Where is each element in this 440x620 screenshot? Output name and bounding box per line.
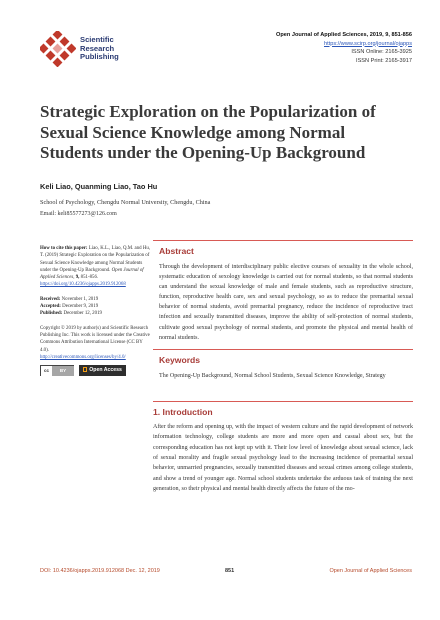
article-authors: Keli Liao, Quanming Liao, Tao Hu: [40, 182, 158, 191]
dates-block: [40, 296, 152, 318]
cc-icon: cc: [41, 366, 52, 376]
open-lock-icon: [83, 367, 87, 372]
license-link[interactable]: http://creativecommons.org/licenses/by/4.0/: [40, 354, 126, 360]
article-title: Strategic Exploration on the Popularization of Sexual Science Knowledge among Normal Students under the Opening-Up Background: [40, 102, 376, 162]
issn-online: ISSN Online: 2165-3925: [351, 49, 412, 56]
abstract-text: Through the development of interdisciplinary public elective courses of sexuality in the whole school, systematic education of sexology knowledge is carried out for normal students, so that normal students can understand the sexual knowledge of male and female students, such as reproductive structure, function, reproductive health care, sex and sexual psychology, so as to reduce the premarital sexual behavior of normal students, avoid premarital pregnancy, reduce the incidence of reproductive tract infection and sexually transmitted diseases, improve the ability of self-protection of normal students, cultivate good sexual psychology of normal students, and promote the physical and mental health of normal students.: [159, 264, 413, 341]
citation-block: [40, 245, 152, 289]
journal-name: Open Journal of Applied Sciences, 2019, 9, 851-856: [276, 32, 412, 38]
affiliation: School of Psychology, Chengdu Normal University, Chengdu, China: [40, 199, 211, 206]
issn-print: ISSN Print: 2165-3917: [356, 57, 412, 64]
cc-by-badge[interactable]: [40, 365, 74, 376]
page-number: 851: [225, 568, 235, 574]
keywords-heading: Keywords: [159, 354, 201, 365]
keywords-text: The Opening-Up Background, Normal School Students, Sexual Science Knowledge, Strategy: [159, 372, 386, 379]
cite-text: Liao, K.L., Liao, Q.M. and Hu, T. (2019) Strategic Exploration on the Popularization of Sexual Science Knowledge among Normal Students under the Opening-Up Background.: [40, 246, 151, 273]
published-row: [40, 310, 152, 317]
affiliation-block: [40, 198, 210, 219]
copyright-text: Copyright © 2019 by author(s) and Scientific Research Publishing Inc. This work is licensed under the Creative Commons Attribution International License (CC BY 4.0).: [40, 325, 150, 353]
publisher-logo: [40, 31, 170, 67]
journal-info: [276, 31, 412, 65]
copyright-block: [40, 325, 152, 377]
cite-label: How to cite this paper:: [40, 246, 88, 251]
journal-url-link[interactable]: https://www.scirp.org/journal/ojapps: [324, 40, 412, 47]
accepted-date: December 9, 2019: [62, 304, 99, 310]
abstract-heading: Abstract: [159, 246, 194, 256]
by-icon: BY: [52, 366, 74, 376]
publisher-name: [80, 36, 119, 62]
open-access-badge[interactable]: [79, 365, 126, 376]
footer-journal: Open Journal of Applied Sciences: [329, 568, 412, 574]
cite-doi-link[interactable]: https://doi.org/10.4236/ojapps.2019.912068: [40, 282, 126, 288]
open-access-label: Open Access: [89, 367, 122, 374]
article-sidebar: [40, 245, 152, 384]
cite-journal: Open Journal of Applied Sciences,: [40, 267, 144, 281]
published-label: Published:: [40, 311, 63, 317]
introduction-text: After the reform and opening up, with the impact of western culture and the rapid development of network information technology, college students are more and more open and casual about sex, but the corresponding education has not kept up with it. Their low level of knowledge about sexual science, lack of sexual morality and fragile sexual psychology lead to the increasing incidence of premarital sexual behavior, unmarried pregnancies, sexually transmitted diseases and sexual crimes among college students, and show a trend of younger age. Normal school students undertake the arduous task of training the next generation, so their physical and mental health directly affects the future of the mo-: [153, 423, 413, 492]
publisher-name-line: Scientific: [80, 35, 114, 44]
main-column: [153, 240, 413, 494]
received-row: [40, 296, 152, 303]
author-email: Email: keli85577273@126.com: [40, 210, 117, 217]
accepted-row: [40, 303, 152, 310]
published-date: December 12, 2019: [63, 311, 102, 317]
publisher-name-line: Publishing: [80, 52, 119, 62]
introduction-heading: 1. Introduction: [153, 406, 213, 417]
publisher-logo-icon: [40, 31, 76, 67]
cite-pages: 851-856.: [80, 275, 99, 281]
cite-volume: 9,: [75, 275, 80, 281]
accepted-label: Accepted:: [40, 304, 61, 310]
license-badges: [40, 365, 152, 377]
received-label: Received:: [40, 296, 61, 302]
received-date: November 1, 2019: [61, 296, 99, 302]
publisher-name-line: Research: [80, 43, 115, 53]
footer-doi: DOI: 10.4236/ojapps.2019.912068 Dec. 12, 2019: [40, 568, 160, 574]
